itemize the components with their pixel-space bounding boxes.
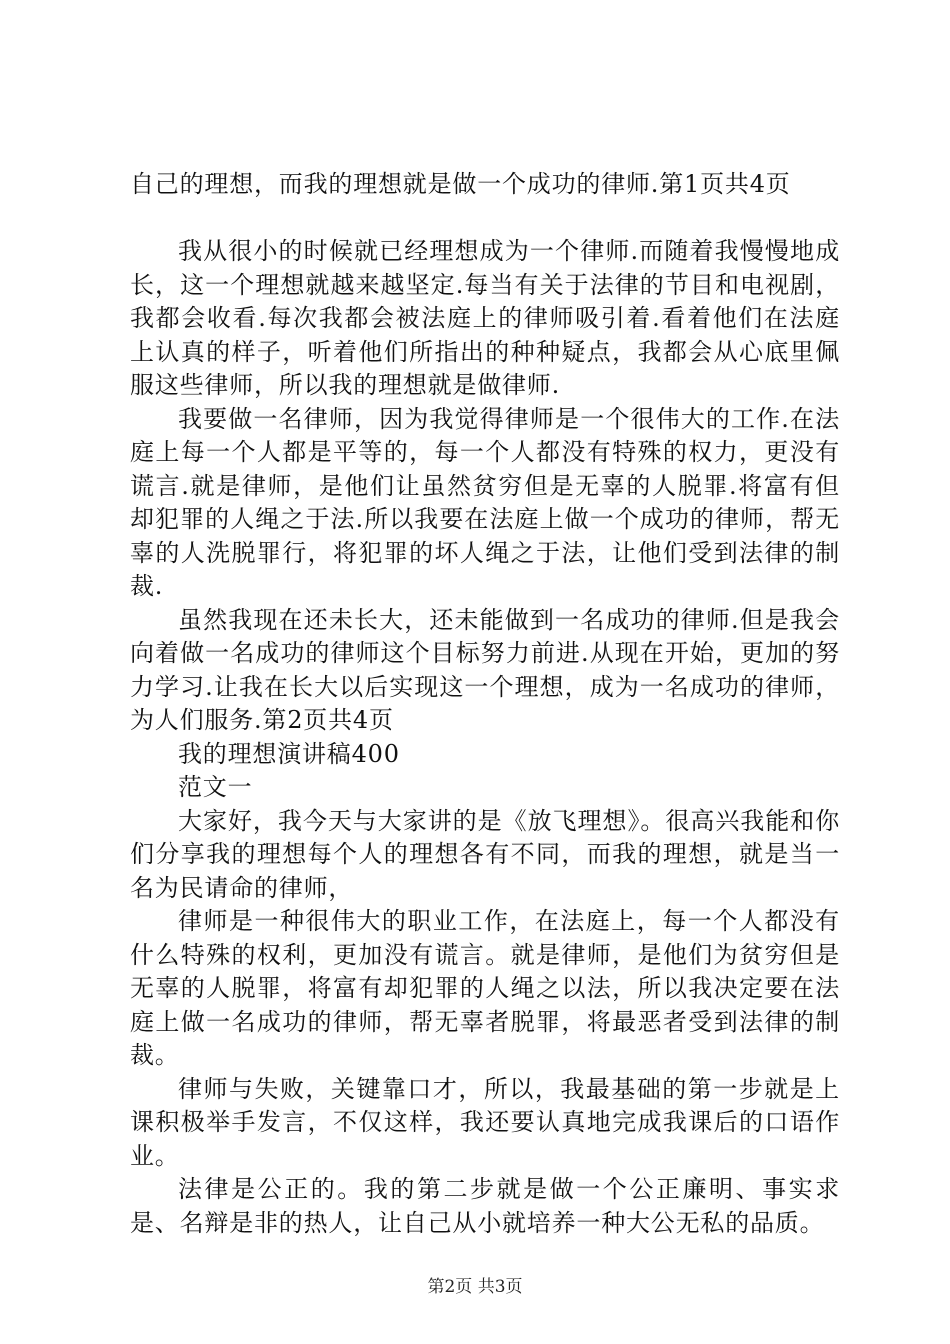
paragraph-future-effort: 虽然我现在还未长大，还未能做到一名成功的律师.但是我会向着做一名成功的律师这个目标努力前进.从现在开始，更加的努力学习.让我在长大以后实现这一个理想，成为一名成功的律师，为人们服务.第2页共4页	[130, 605, 840, 734]
paragraph-why-lawyer: 我要做一名律师，因为我觉得律师是一个很伟大的工作.在法庭上每一个人都是平等的，每一个人都没有特殊的权力，更没有谎言.就是律师，是他们让虽然贫穷但是无辜的人脱罪.将富有但却犯罪的人绳之于法.所以我要在法庭上做一个成功的律师，帮无辜的人洗脱罪行，将犯罪的坏人绳之于法，让他们受到法律的制裁.	[130, 404, 840, 600]
paragraph-greeting: 大家好，我今天与大家讲的是《放飞理想》。很高兴我能和你们分享我的理想每个人的理想各有不同，而我的理想，就是当一名为民请命的律师，	[130, 806, 840, 902]
continuation-line: 自己的理想，而我的理想就是做一个成功的律师.第1页共4页	[130, 170, 791, 198]
document-body	[130, 168, 840, 1240]
sample-label: 范文一	[178, 773, 253, 801]
page-footer: 第2页 共3页	[427, 1277, 523, 1297]
paragraph-childhood-dream: 我从很小的时候就已经理想成为一个律师.而随着我慢慢地成长，这一个理想就越来越坚定.每当有关于法律的节目和电视剧，我都会收看.每次我都会被法庭上的律师吸引着.看着他们在法庭上认真的样子，听着他们所指出的种种疑点，我都会从心底里佩服这些律师，所以我的理想就是做律师.	[130, 237, 840, 399]
paragraph-eloquence: 律师与失败，关键靠口才，所以，我最基础的第一步就是上课积极举手发言，不仅这样，我还要认真地完成我课后的口语作业。	[130, 1074, 840, 1170]
paragraph-great-profession: 律师是一种很伟大的职业工作，在法庭上，每一个人都没有什么特殊的权利，更加没有谎言。就是律师，是他们为贫穷但是无辜的人脱罪，将富有却犯罪的人绳之以法，所以我决定要在法庭上做一名成功的律师，帮无辜者脱罪，将最恶者受到法律的制裁。	[130, 907, 840, 1069]
section-heading: 我的理想演讲稿400	[178, 739, 400, 768]
paragraph-fairness: 法律是公正的。我的第二步就是做一个公正廉明、事实求是、名辩是非的热人，让自己从小就培养一种大公无私的品质。	[130, 1175, 840, 1237]
